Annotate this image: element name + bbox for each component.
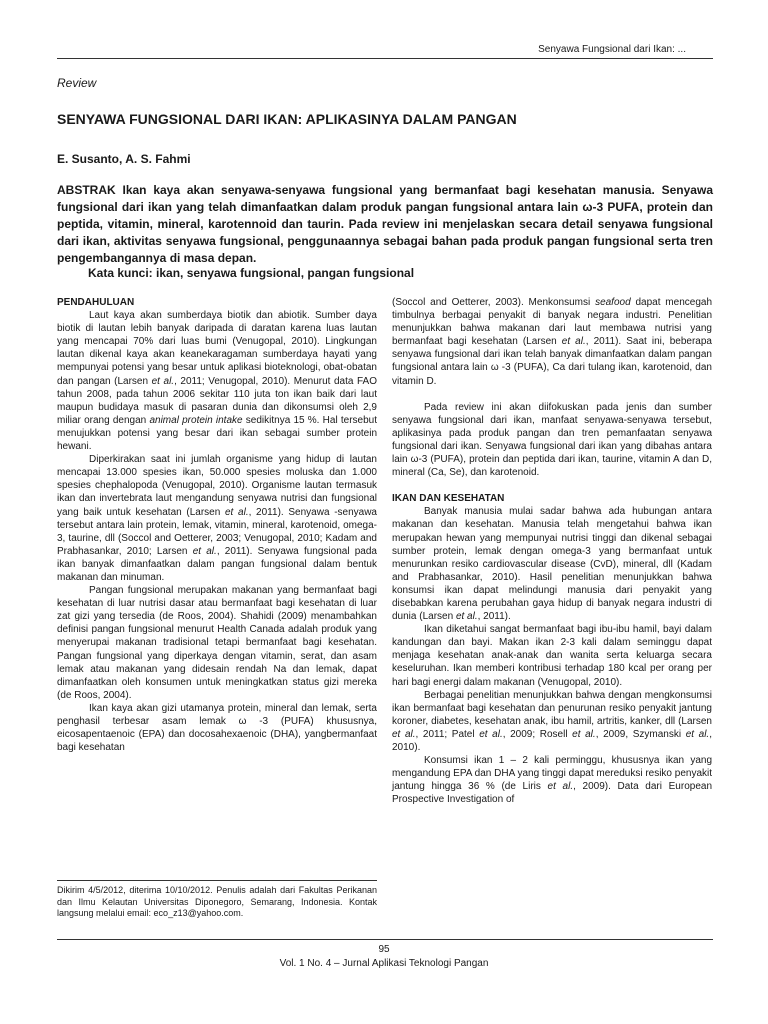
footer-rule [57,939,713,940]
paragraph [392,689,712,754]
text-run: , 2011). [477,611,511,623]
text-run: , 2009; Rosell [502,728,573,740]
paragraph [392,296,712,388]
section-heading-ikan-kesehatan: IKAN DAN KESEHATAN [392,493,505,505]
paragraph: Ikan kaya akan gizi utamanya protein, mineral dan lemak, serta penghasil terbesar asam lemak ω -3 (PUFA) khususnya, eicosapentaenoic (EPA) dan docosahexaenoic (DHA), yangbermanfaat bagi kesehatan [57,702,377,754]
italic-run: et al. [547,781,574,793]
text-run: , 2011). Senyawa -senyawa tersebut antara lain protein, lemak, vitamin, mineral, karotenoid, omega-3, taurine, dll (Soccol and Oetterer, 2003; Venugopal, 2010; Kadam and Prabhasankar, 2010; Larsen [57,506,377,557]
section-heading-pendahuluan: PENDAHULUAN [57,297,135,308]
paragraph: Pada review ini akan diifokuskan pada jenis dan sumber senyawa fungsional dari ikan, manfaat senyawa-senyawa tersebut, aplikasinya pada produk pangan dan tren pemanfaatan senyawa fungsional dari ikan. Senyawa fungsional dari ikan yang dibahas antara lain ω-3 (PUFA), protein dan peptida dari ikan, taurine, vitamin A dan D, mineral (Ca, Se), dan karotenoid. [392,401,712,479]
text-run: Banyak manusia mulai sadar bahwa ada hubungan antara makanan dan kesehatan. Manusia telah mengetahui bahwa ikan merupakan hewan yang mempunyai nutrisi tinggi dan dikenal sebagai sumber protein, lemak dengan omega-3 yang bermanfaat untuk menurunkan resiko cardiovascular disease (CvD), mineral, dll (Kadam and Prabhasankar, 2010). Hasil penelitian menunjukkan bahwa konsumsi ikan dapat melindungi manusia dari penyakit yang disebabkan karena perubahan gaya hidup di banyak negara industri di dunia (Larsen [392,506,712,623]
italic-run: et al. [151,375,175,387]
section-label: Review [57,76,97,90]
italic-run: et al. [685,728,710,740]
author-list: E. Susanto, A. S. Fahmi [57,152,191,166]
left-column [57,296,377,754]
footnote-rule [57,880,377,881]
text-run: Laut kaya akan sumberdaya biotik dan abiotik. Sumber daya biotik di lautan lebih banyak daripada di daratan karena luas lautan yang mencapai 70% dari luas bumi (Venugopal, 2010). Lingkungan lautan dikenal kaya akan keanekaragaman sumberdaya hayati yang mempunyai potensi yang besar untuk aplikasi bioteknologi, obat-obatan dan pangan (Larsen [57,310,377,387]
text-run: , 2011). Senyawa fungsional pada ikan banyak dimanfaatkan dalam pangan fungsional dalam bentuk makanan dan minuman. [57,545,377,583]
text-run: dapat mencegah timbulnya berbagai penyakit di banyak negara industri. Penelitian menunjukkan bahwa makanan dari laut membawa nutrisi yang bermanfaat bagi kesehatan (Larsen [392,297,713,348]
text-run: , 2011; Venugopal, 2010). Menurut data FAO tahun 2008, pada tahun 2006 sekitar 110 juta ton ikan baik dari laut maupun budidaya masuk di pasaran dunia dan dikonsumsi oleh 2,9 miliar orang dengan [57,375,377,426]
abstract: ABSTRAK Ikan kaya akan senyawa-senyawa fungsional yang bermanfaat bagi kesehatan manusia. Senyawa fungsional dari ikan yang telah dimanfaatkan dalam produk pangan fungsional antara lain ω-3 PUFA, protein dan peptida, vitamin, mineral, karotennoid dan taurin. Pada review ini menjelaskan secara detail senyawa fungsional dari ikan, aktivitas senyawa fungsional, penggunaannya sebagai bahan pada produk pangan fungsional serta tren pengembangannya di masa depan. [57,183,713,265]
text-run: , 2011; Patel [415,728,480,740]
paragraph [57,453,377,584]
paragraph [392,505,712,623]
text-run: Diperkirakan saat ini jumlah organisme yang hidup di lautan mencapai 13.000 spesies ikan, 50.000 spesies moluska dan 1.000 spesies chephalopoda (Venugopal, 2010). Organisme lautan termasuk ikan dan invertebrata laut mengandung senyawa nutrisi dan fungsional yang baik untuk kesehatan (Larsen [57,454,377,518]
keywords: Kata kunci: ikan, senyawa fungsional, pangan fungsional [88,266,415,280]
paragraph [392,754,712,806]
italic-run: et al. [561,336,586,348]
right-column [392,296,712,806]
page-number: 95 [378,944,390,955]
text-run: , 2010). [392,728,712,753]
paragraph [57,309,377,453]
italic-run: et al. [455,611,478,623]
italic-run: animal protein intake [149,414,243,426]
italic-run: seafood [595,297,631,308]
text-run: (Soccol and Oetterer, 2003). Menkonsumsi [392,297,596,308]
text-run: , 2009). Data dari European Prospective Investigation of [392,781,713,806]
footnote: Dikirim 4/5/2012, diterima 10/10/2012. Penulis adalah dari Fakultas Perikanan dan Ilmu Kelautan Universitas Diponegoro, Semarang, Indonesia. Kontak langsung melalui email: eco_z13@yahoo.com. [57,885,377,918]
italic-run: et al. [572,728,596,740]
text-run: , 2011). Saat ini, beberapa senyawa fungsional dari ikan telah banyak dimanfaatkan dalam pangan fungsional antara lain ω -3 (PUFA), Ca dari tulang ikan, karotenoid, dan vitamin D. [392,336,712,387]
text-run: , 2009, Szymanski [595,728,686,740]
text-run: Konsumsi ikan 1 – 2 kali perminggu, khususnya ikan yang mengandung EPA dan DHA yang tinggi dapat mereduksi resiko penyakit jantung hingga 36 % (de Liris [392,755,713,793]
running-head: Senyawa Fungsional dari Ikan: ... [538,44,686,55]
paragraph: Ikan diketahui sangat bermanfaat bagi ibu-ibu hamil, bayi dalam kandungan dan bayi. Makan ikan 2-3 kali dalam seminggu dapat menjaga kesehatan anak-anak dan wanita serta keluarga secara keseluruhan. Ikan memberi kontribusi terhadap 180 kcal per orang per hari bagi energi dalam makanan (Venugopal, 2010). [392,624,712,688]
article-title: SENYAWA FUNGSIONAL DARI IKAN: APLIKASINYA DALAM PANGAN [57,111,517,127]
text-run: sedikitnya 15 %. Hal tersebut menujukkan potensi yang besar dari ikan sebagai sumber protein hewani. [57,414,378,453]
header-rule [57,58,713,59]
italic-run: et al. [192,545,217,557]
journal-footer: Vol. 1 No. 4 – Jurnal Aplikasi Teknologi Pangan [279,958,489,969]
italic-run: et al. [392,728,416,740]
paragraph: Pangan fungsional merupakan makanan yang bermanfaat bagi kesehatan di luar nutrisi dasar atau bermanfaat bagi kesehatan di luar zat gizi yang tersedia (de Roos, 2004). Shahidi (2009) menambahkan definisi pangan fungsional menurut Health Canada adalah produk yang menyerupai makanan tradisional tetapi bermanfaat bagi kesehatan. Pangan fungsional yang diperkaya dengan vitamin, serat, dan asam lemak atau makanan yang didesain rendah Na dan lemak, dapat dimanfaatkan oleh konsumen untuk meningkatkan status gizi mereka (de Roos, 2004). [57,585,377,701]
italic-run: et al. [225,506,249,518]
italic-run: et al. [479,728,503,740]
text-run: Berbagai penelitian menunjukkan bahwa dengan mengkonsumsi ikan bermanfaat bagi kesehatan dan penurunan resiko penyakit jantung koroner, diabetes, kesehatan anak, ibu hamil, artritis, kanker, dll (Larsen [392,689,712,727]
